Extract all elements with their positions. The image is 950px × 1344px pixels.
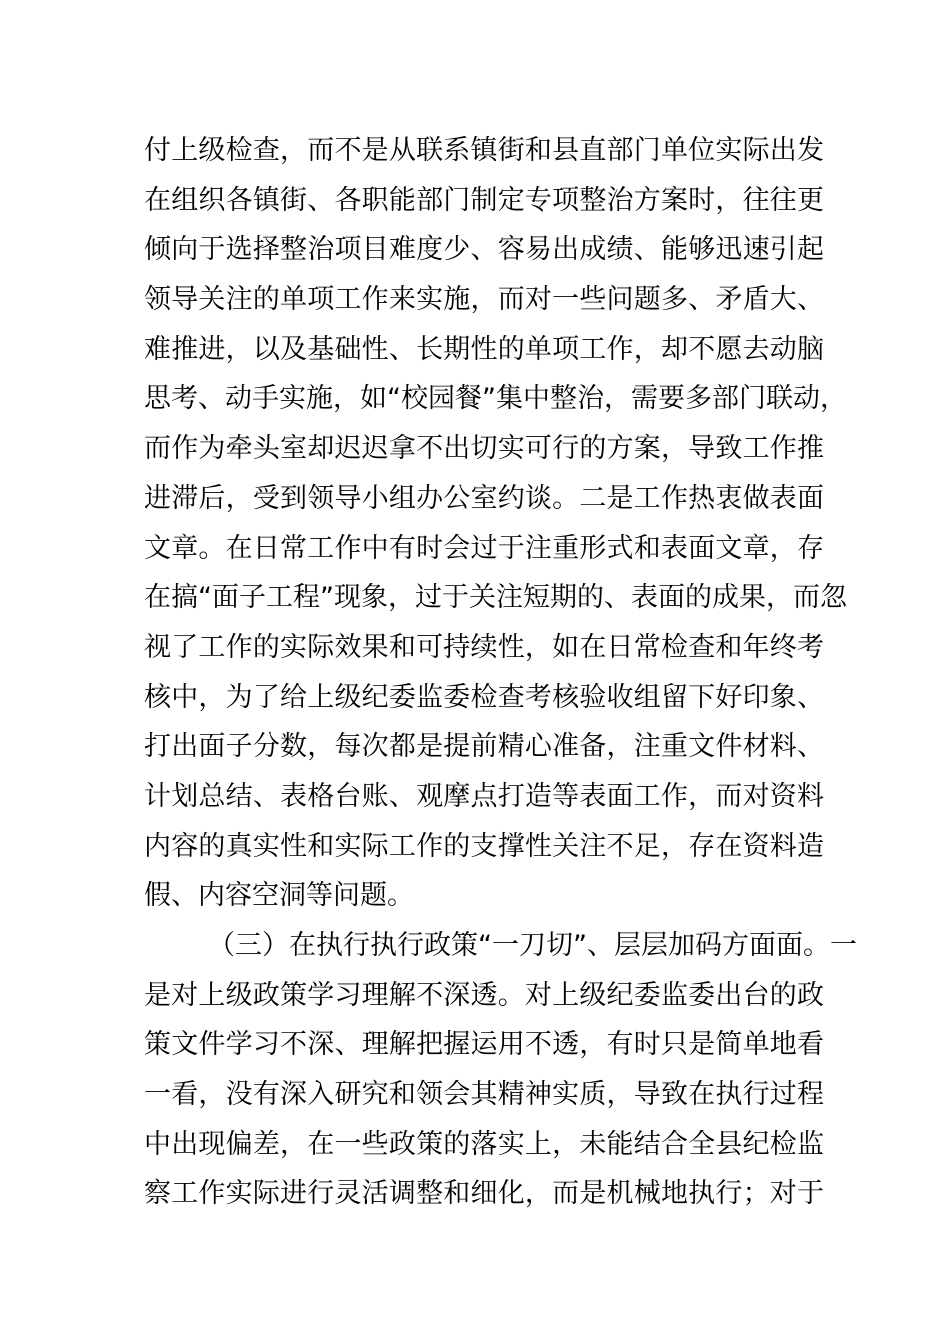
section-heading-line: （三）在执行执行政策“一刀切”、层层加码方面面。一 xyxy=(208,930,857,961)
text-line-14: 计划总结、表格台账、观摩点打造等表面工作，而对资料 xyxy=(144,780,824,812)
body-text xyxy=(144,126,857,1219)
text-line-5: 难推进，以及基础性、长期性的单项工作，却不愿去动脑 xyxy=(144,333,824,365)
text-line-1: 付上级检查，而不是从联系镇街和县直部门单位实际出发 xyxy=(144,135,824,166)
text-line-18: 是对上级政策学习理解不深透。对上级纪委监委出台的政 xyxy=(144,979,824,1011)
text-line-11: 视了工作的实际效果和可持续性，如在日常检查和年终考 xyxy=(144,631,824,663)
text-line-16: 假、内容空洞等问题。 xyxy=(144,880,414,912)
text-line-4: 领导关注的单项工作来实施，而对一些问题多、矛盾大、 xyxy=(144,284,824,316)
text-line-19: 策文件学习不深、理解把握运用不透，有时只是简单地看 xyxy=(144,1029,824,1061)
text-line-8: 进滞后，受到领导小组办公室约谈。二是工作热衷做表面 xyxy=(144,482,824,514)
text-line-22: 察工作实际进行灵活调整和细化，而是机械地执行；对于 xyxy=(144,1178,824,1210)
text-line-20: 一看，没有深入研究和领会其精神实质，导致在执行过程 xyxy=(144,1079,824,1111)
text-line-6: 思考、动手实施，如“校园餐”集中整治，需要多部门联动， xyxy=(144,383,847,415)
text-line-13: 打出面子分数，每次都是提前精心准备，注重文件材料、 xyxy=(144,731,824,763)
text-line-2: 在组织各镇街、各职能部门制定专项整治方案时，往往更 xyxy=(144,184,824,216)
text-line-12: 核中，为了给上级纪委监委检查考核验收组留下好印象、 xyxy=(144,681,824,713)
text-line-10: 在搞“面子工程”现象，过于关注短期的、表面的成果，而忽 xyxy=(144,582,847,614)
text-line-21: 中出现偏差，在一些政策的落实上，未能结合全县纪检监 xyxy=(144,1128,824,1160)
text-line-15: 内容的真实性和实际工作的支撑性关注不足，存在资料造 xyxy=(144,830,824,862)
text-line-3: 倾向于选择整治项目难度少、容易出成绩、能够迅速引起 xyxy=(144,234,824,266)
text-line-9: 文章。在日常工作中有时会过于注重形式和表面文章，存 xyxy=(144,532,824,564)
text-line-7: 而作为牵头室却迟迟拿不出切实可行的方案，导致工作推 xyxy=(144,433,824,465)
